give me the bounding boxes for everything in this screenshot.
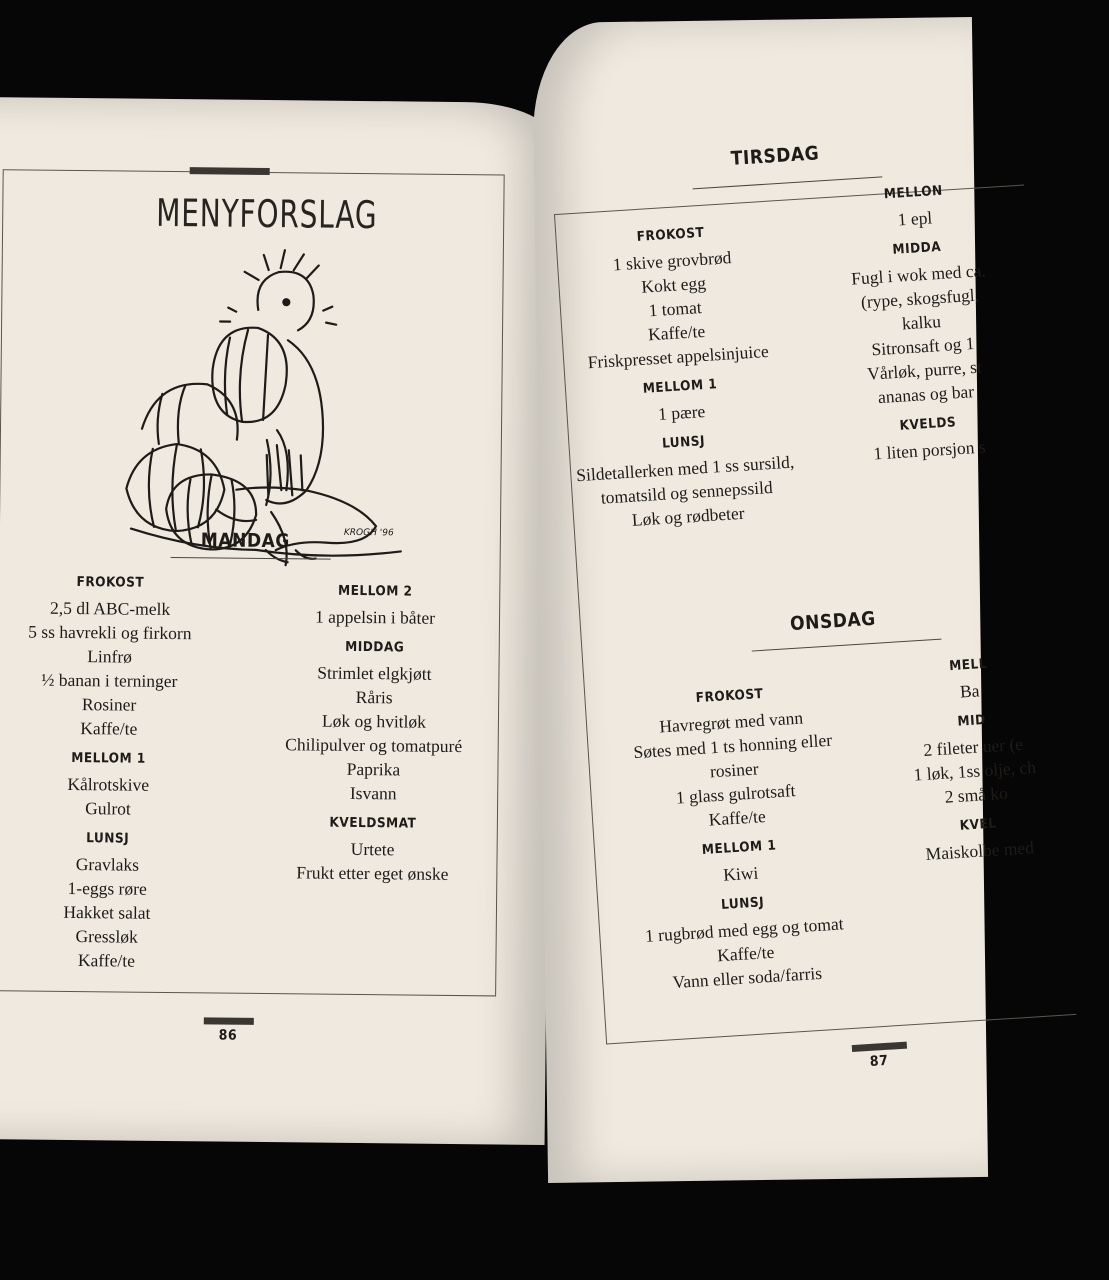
mandag-column-1	[0, 573, 220, 973]
menu-item: 1 appelsin i båter	[314, 606, 436, 628]
left-top-tab	[190, 167, 270, 175]
section-head: MIDDAG	[345, 638, 405, 656]
menu-item: Havregrøt med vann	[658, 707, 804, 737]
menu-item: Vann eller soda/farris	[671, 962, 823, 993]
menu-item: 5 ss havrekli og firkorn	[28, 621, 192, 644]
left-page	[0, 97, 555, 1145]
menu-item: Kaffe/te	[77, 950, 136, 971]
right-bottom-tab	[852, 1042, 907, 1052]
section-head: FROKOST	[636, 224, 705, 245]
menu-item: Chilipulver og tomatpuré	[285, 734, 463, 757]
page-title: MENYFORSLAG	[156, 190, 378, 238]
section-head: MELLOM 1	[642, 376, 718, 397]
menu-item: Kiwi	[722, 862, 759, 885]
menu-item: 2 små ko	[944, 782, 1009, 807]
menu-item: ananas og bar	[877, 381, 975, 408]
section-head: MELLOM 1	[71, 749, 146, 767]
section-head: MELLON	[883, 182, 944, 203]
section-head: MIDDA	[892, 238, 942, 258]
menu-item: Vårløk, purre, st	[866, 356, 983, 384]
menu-item: 1 rugbrød med egg og tomat	[644, 913, 845, 946]
menu-item: Sitronsaft og 1	[870, 332, 976, 360]
menu-item: Paprika	[346, 758, 401, 780]
menu-item: Kaffe/te	[80, 718, 138, 739]
menu-item: 1 skive grovbrød	[612, 247, 732, 275]
menu-item: Kålrotskive	[67, 773, 150, 795]
section-head: KVELDSMAT	[329, 814, 417, 832]
tirsdag-column-2	[798, 177, 1045, 469]
menu-item: (rype, skogsfugl,	[860, 284, 980, 312]
menu-item: Kaffe/te	[708, 806, 767, 830]
menu-item: Maiskolbe med	[925, 837, 1035, 865]
day-heading-onsdag: ONSDAG	[789, 607, 877, 636]
menu-item: Rosiner	[81, 694, 137, 715]
menu-item: 1 løk, 1ss olje, ch	[912, 756, 1037, 785]
menu-item: Kaffe/te	[716, 941, 775, 966]
caveman-pumpkins-illustration	[116, 248, 409, 561]
menu-item: 1 epl	[897, 207, 933, 230]
menu-item: kalku	[901, 311, 942, 334]
section-head: LUNSJ	[720, 894, 765, 913]
page-number-right: 87	[869, 1052, 889, 1070]
illustration-signature: KROGH '96	[343, 527, 394, 539]
menu-item: tomatsild og sennepssild	[600, 476, 774, 508]
mandag-column-2	[262, 582, 485, 886]
section-head: FROKOST	[695, 685, 764, 707]
menu-item: Ba	[959, 680, 981, 702]
menu-item: rosiner	[709, 758, 760, 782]
page-number-left: 86	[218, 1027, 238, 1044]
day-heading-mandag: MANDAG	[200, 529, 290, 553]
section-head: MID	[957, 712, 987, 730]
menu-item: Frukt etter eget ønske	[296, 862, 449, 884]
menu-item: Isvann	[349, 782, 397, 804]
section-head: MELLOM 1	[701, 837, 777, 859]
menu-item: 2 fileter uer (e	[922, 733, 1024, 760]
tirsdag-column-1	[555, 220, 804, 536]
day-heading-tirsdag: TIRSDAG	[730, 142, 820, 170]
menu-item: Fugl i wok med ca.	[850, 260, 987, 289]
menu-item: Råris	[355, 686, 393, 708]
menu-item: Gravlaks	[75, 854, 140, 875]
onsdag-column-1	[614, 681, 863, 997]
menu-item: Friskpresset appelsinjuice	[587, 340, 770, 373]
section-head: MELLOM 2	[337, 582, 413, 600]
menu-item: Strimlet elgkjøtt	[317, 662, 432, 684]
menu-item: 1 liten porsjon s	[872, 436, 987, 464]
menu-item: ½ banan i terninger	[41, 669, 178, 692]
menu-item: Løk og hvitløk	[321, 710, 427, 732]
menu-item: Linfrø	[87, 646, 133, 667]
menu-item: 1 pære	[657, 401, 706, 424]
section-head: KVEL	[959, 815, 998, 834]
menu-item: 1-eggs røre	[67, 877, 147, 899]
section-head: MELL	[948, 655, 988, 675]
section-head: FROKOST	[76, 574, 145, 591]
menu-item: Gulrot	[85, 798, 131, 819]
menu-item: Hakket salat	[63, 901, 151, 923]
section-head: LUNSJ	[86, 830, 130, 847]
menu-item: Søtes med 1 ts honning eller	[632, 729, 833, 763]
section-head: LUNSJ	[661, 433, 706, 452]
menu-item: Gressløk	[75, 926, 138, 947]
left-bottom-tab	[204, 1017, 254, 1025]
right-page	[532, 17, 1037, 1183]
onsdag-column-2	[858, 650, 1091, 869]
section-head: KVELDS	[899, 414, 957, 434]
menu-item: Kokt egg	[640, 272, 707, 297]
menu-item: Løk og rødbeter	[631, 502, 746, 530]
menu-item: Sildetallerken med 1 ss sursild,	[575, 451, 795, 486]
right-page-content	[532, 0, 1044, 1181]
menu-item: 1 tomat	[648, 297, 703, 321]
menu-item: Urtete	[350, 838, 395, 860]
menu-item: Kaffe/te	[647, 320, 706, 345]
menu-item: 2,5 dl ABC-melk	[49, 597, 171, 620]
menu-item: 1 glass gulrotsaft	[675, 780, 797, 808]
